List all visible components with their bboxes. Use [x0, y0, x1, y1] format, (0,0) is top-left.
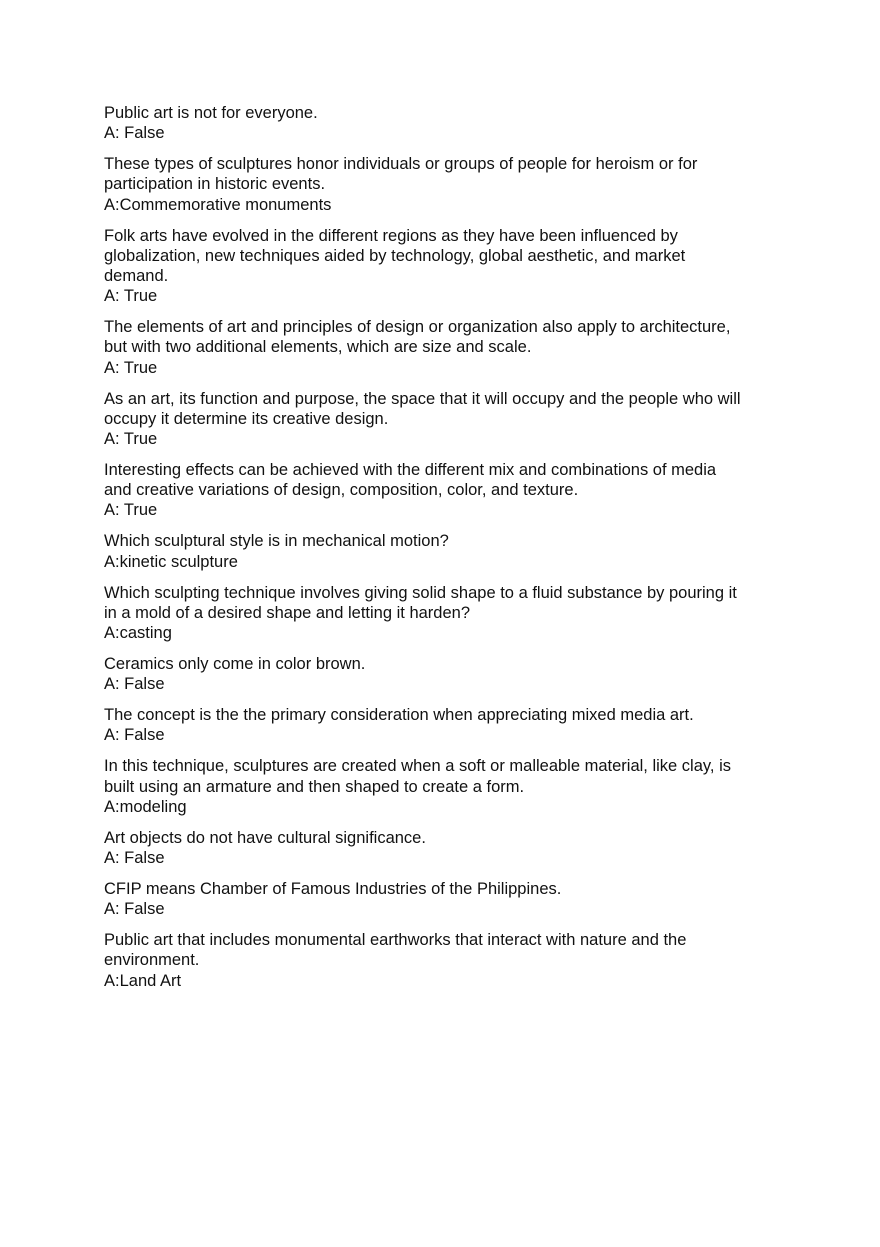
answer-text: A: False — [104, 900, 165, 919]
question-text: The concept is the the primary consideration when appreciating mixed media art. — [104, 706, 694, 725]
qa-item — [104, 460, 804, 521]
answer-text: A: True — [104, 501, 158, 520]
qa-item — [104, 705, 804, 745]
question-text: Public art is not for everyone. — [104, 104, 318, 122]
qa-item — [104, 317, 804, 378]
question-text: Interesting effects can be achieved with the different mix and combinations of media and creative variations of design, composition, color, and texture. — [104, 461, 717, 500]
answer-text: A:kinetic sculpture — [104, 552, 238, 571]
answer-text: A: True — [104, 287, 158, 306]
answer-text: A:Commemorative monuments — [104, 195, 332, 214]
qa-item — [104, 154, 804, 215]
question-text: Public art that includes monumental earthworks that interact with nature and the environment. — [104, 931, 687, 970]
qa-item — [104, 389, 804, 450]
qa-item — [104, 103, 804, 143]
question-text: Which sculptural style is in mechanical motion? — [104, 532, 449, 551]
question-text: CFIP means Chamber of Famous Industries of the Philippines. — [104, 880, 562, 899]
qa-item — [104, 226, 804, 307]
qa-item — [104, 531, 804, 571]
question-text: In this technique, sculptures are created when a soft or malleable material, like clay, is built using an armature and then shaped to create a form. — [104, 757, 731, 796]
answer-text: A: True — [104, 430, 158, 449]
answer-text: A:Land Art — [104, 971, 182, 990]
answer-text: A: False — [104, 849, 165, 868]
answer-text: A:casting — [104, 624, 172, 643]
answer-text: A:modeling — [104, 797, 187, 816]
question-text: These types of sculptures honor individuals or groups of people for heroism or for participation in historic events. — [104, 155, 698, 194]
answer-text: A: False — [104, 124, 165, 143]
answer-text: A: False — [104, 675, 165, 694]
qa-item — [104, 828, 804, 868]
qa-item — [104, 583, 804, 644]
question-text: The elements of art and principles of design or organization also apply to architecture, but with two additional elements, which are size and scale. — [104, 318, 731, 357]
document-page — [104, 103, 804, 1002]
question-text: Ceramics only come in color brown. — [104, 655, 366, 674]
question-text: Folk arts have evolved in the different regions as they have been influenced by globalization, new techniques aided by technology, global aesthetic, and market demand. — [104, 226, 686, 286]
question-text: As an art, its function and purpose, the space that it will occupy and the people who will occupy it determine its creative design. — [104, 389, 741, 428]
answer-text: A: True — [104, 358, 158, 377]
qa-item — [104, 930, 804, 991]
qa-item — [104, 654, 804, 694]
qa-item — [104, 879, 804, 919]
question-text: Which sculpting technique involves giving solid shape to a fluid substance by pouring it in a mold of a desired shape and letting it harden? — [104, 583, 737, 622]
qa-item — [104, 756, 804, 817]
answer-text: A: False — [104, 726, 165, 745]
question-text: Art objects do not have cultural significance. — [104, 828, 426, 847]
